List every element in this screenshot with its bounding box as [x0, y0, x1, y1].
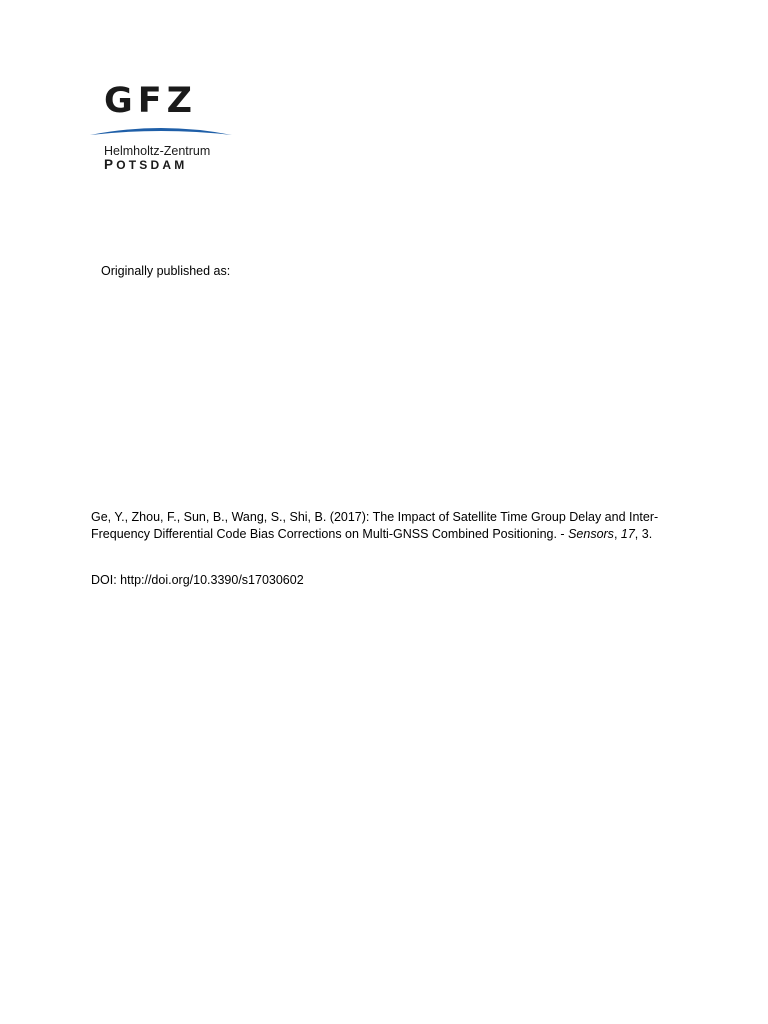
citation [91, 509, 691, 543]
citation-line-2 [91, 526, 691, 543]
citation-volume: 17 [620, 527, 635, 541]
logo-location-initial: P [104, 157, 117, 172]
logo-arc [90, 125, 232, 141]
logo-wordmark: GFZ [104, 81, 198, 121]
logo-location [104, 158, 187, 172]
citation-issue: , 3. [634, 527, 653, 541]
gfz-logo [90, 82, 232, 174]
logo-subtitle: Helmholtz-Zentrum [104, 144, 211, 158]
citation-title-end: Frequency Differential Code Bias Corrections on Multi-GNSS Combined Positioning. - [91, 527, 569, 541]
citation-separator: , [613, 527, 621, 541]
citation-journal: Sensors [568, 527, 614, 541]
originally-published-label: Originally published as: [101, 264, 231, 278]
citation-line-1: Ge, Y., Zhou, F., Sun, B., Wang, S., Shi, B. (2017): The Impact of Satellite Time Group Delay and Inter- [91, 510, 659, 524]
doi-link[interactable]: DOI: http://doi.org/10.3390/s17030602 [91, 573, 304, 587]
logo-location-rest: OTSDAM [116, 158, 188, 172]
